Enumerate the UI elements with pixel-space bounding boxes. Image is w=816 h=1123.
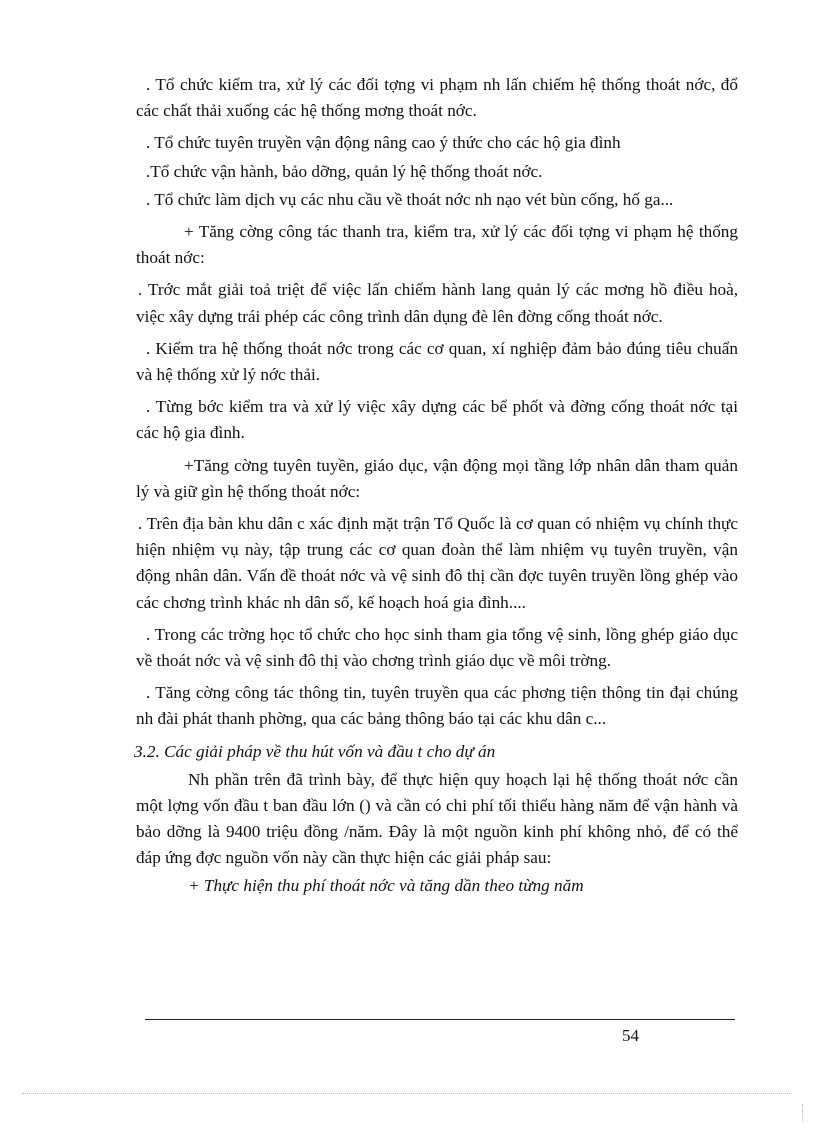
body-paragraph: . Trớc mắt giải toả triệt để việc lấn chiếm hành lang quản lý các mơng hồ điều hoà, việc xây dựng trái phép các công trình dân dụng đè lên đờng cống thoát nớc. bbox=[136, 280, 738, 326]
footer-rule bbox=[145, 1019, 735, 1020]
italic-sub-item: + Thực hiện thu phí thoát nớc và tăng dần theo từng năm bbox=[188, 876, 584, 896]
body-paragraph: . Tổ chức tuyên truyền vận động nâng cao ý thức cho các hộ gia đình bbox=[146, 133, 621, 153]
closing-paragraph: Nh phần trên đã trình bày, để thực hiện quy hoạch lại hệ thống thoát nớc cần một lợng vốn đầu t ban đầu lớn () và cần có chi phí tối thiểu hàng năm để vận hành và bảo dỡng là 9400 triệu đồng /năm. Đây là một nguồn kinh phí không nhỏ, để có thể đáp ứng đợc nguồn vốn này cần thực hiện các giải pháp sau: bbox=[136, 769, 738, 868]
body-paragraph: . Tổ chức làm dịch vụ các nhu cầu về thoát nớc nh nạo vét bùn cống, hố ga... bbox=[146, 189, 674, 209]
body-paragraph: . Trên địa bàn khu dân c xác định mặt trận Tổ Quốc là cơ quan có nhiệm vụ chính thực hiện nhiệm vụ này, tập trung các cơ quan đoàn thể làm nhiệm vụ tuyên truyền, vận động nhân dân. Vấn đề thoát nớc và vệ sinh đô thị cần đợc tuyên truyền lồng ghép vào các chơng trình khác nh dân số, kế hoạch hoá gia đình.... bbox=[136, 514, 738, 612]
body-paragraph: +Tăng cờng tuyên tuyền, giáo dục, vận động mọi tầng lớp nhân dân tham quản lý và giữ gìn hệ thống thoát nớc: bbox=[136, 455, 738, 501]
page-bottom-border bbox=[22, 1093, 792, 1094]
body-paragraph: . Tăng cờng công tác thông tin, tuyên truyền qua các phơng tiện thông tin đại chúng nh đài phát thanh phờng, qua các bảng thông báo tại các khu dân c... bbox=[136, 683, 738, 729]
page-corner-border bbox=[802, 1104, 803, 1122]
body-paragraph: . Tổ chức kiểm tra, xử lý các đối tợng vi phạm nh lấn chiếm hệ thống thoát nớc, đổ các chất thải xuống các hệ thống mơng thoát nớc. bbox=[136, 75, 738, 121]
body-paragraph: + Tăng cờng công tác thanh tra, kiểm tra, xử lý các đối tợng vi phạm hệ thống thoát nớc: bbox=[136, 222, 738, 268]
page-body bbox=[136, 72, 738, 899]
page-number: 54 bbox=[622, 1026, 639, 1045]
paragraph-list bbox=[136, 72, 738, 733]
body-paragraph: . Trong các trờng học tổ chức cho học sinh tham gia tổng vệ sinh, lồng ghép giáo dục về thoát nớc và vệ sinh đô thị vào chơng trình giáo dục về môi trờng. bbox=[136, 624, 738, 671]
body-paragraph: .Tổ chức vận hành, bảo dỡng, quản lý hệ thống thoát nớc. bbox=[146, 161, 543, 181]
body-paragraph: . Kiểm tra hệ thống thoát nớc trong các cơ quan, xí nghiệp đảm bảo đúng tiêu chuẩn và hệ thống xử lý nớc thải. bbox=[136, 338, 738, 385]
body-paragraph: . Từng bớc kiểm tra và xử lý việc xây dựng các bể phốt và đờng cống thoát nớc tại các hộ gia đình. bbox=[136, 397, 738, 443]
section-heading: 3.2. Các giải pháp về thu hút vốn và đầu t cho dự án bbox=[134, 741, 496, 761]
